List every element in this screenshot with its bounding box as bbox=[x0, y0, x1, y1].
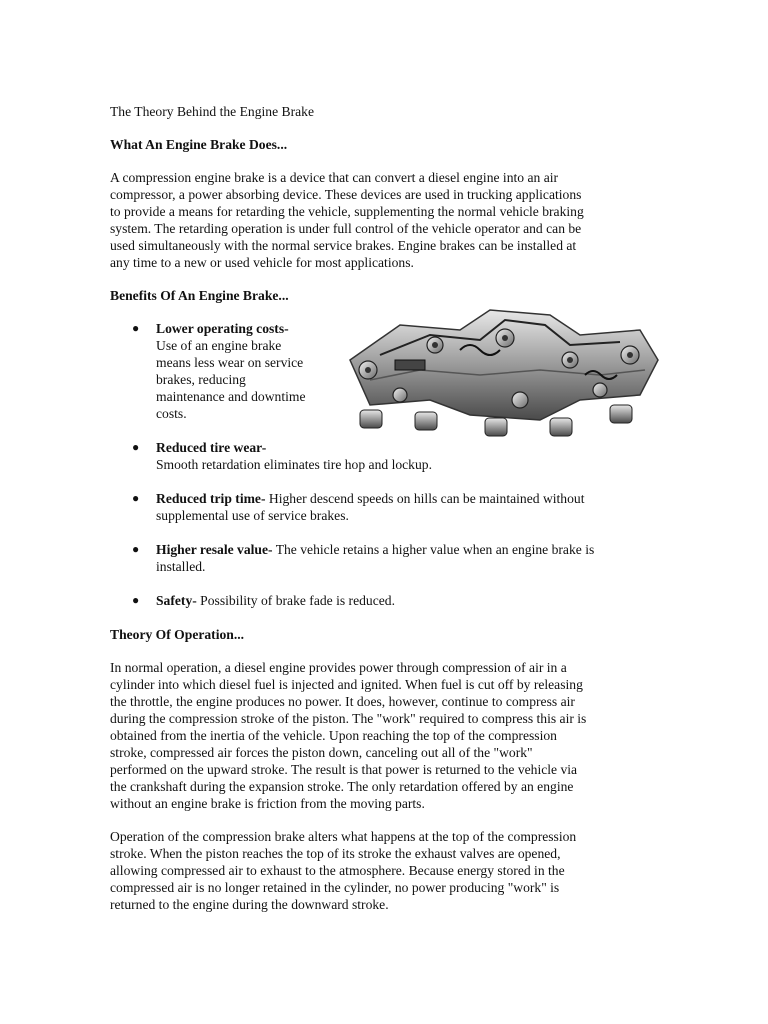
bullet-icon: ● bbox=[132, 593, 140, 607]
list-item bbox=[110, 541, 670, 575]
document-title: The Theory Behind the Engine Brake bbox=[110, 104, 314, 119]
benefit-term: Reduced tire wear- bbox=[156, 440, 267, 455]
paragraph-what: A compression engine brake is a device that can convert a diesel engine into an air compressor, a power absorbing device. These devices are used in trucking applications to provide a means for retarding the vehicle, supplementing the normal vehicle braking system. The retarding operation is under full control of the vehicle operator and can be used simultaneously with the normal service brakes. Engine brakes can be installed at any time to a new or used vehicle for most applications. bbox=[110, 170, 584, 270]
bullet-icon: ● bbox=[132, 440, 140, 454]
section-heading-theory: Theory Of Operation... bbox=[110, 627, 245, 642]
benefit-description: The vehicle retains a higher value when an engine brake is installed. bbox=[156, 542, 595, 574]
benefit-description: Higher descend speeds on hills can be maintained without supplemental use of service brakes. bbox=[156, 491, 585, 523]
bullet-icon: ● bbox=[132, 321, 140, 335]
paragraph-theory-2: Operation of the compression brake alters what happens at the top of the compression stroke. When the piston reaches the top of its stroke the exhaust valves are opened, allowing compressed air to exhaust to the atmosphere. Because energy stored in the compressed air is no longer retained in the cylinder, no power producing "work" is returned to the engine during the downward stroke. bbox=[110, 829, 577, 912]
benefit-description: Smooth retardation eliminates tire hop and lockup. bbox=[156, 457, 432, 472]
paragraph-theory-1: In normal operation, a diesel engine provides power through compression of air in a cylinder into which diesel fuel is injected and ignited. When fuel is cut off by releasing the throttle, the engine produces no power. It does, however, continue to compress air during the compression stroke of the piston. The "work" required to compress this air is obtained from the inertia of the vehicle. Upon reaching the top of the compression stroke, compressed air forces the piston down, canceling out all of the "work" performed on the upward stroke. The result is that power is returned to the vehicle via the crankshaft during the expansion stroke. The only retardation offered by an engine without an engine brake is friction from the moving parts. bbox=[110, 660, 587, 811]
benefit-term: Reduced trip time- bbox=[156, 491, 266, 506]
benefit-term: Higher resale value- bbox=[156, 542, 273, 557]
list-item bbox=[110, 592, 670, 609]
benefit-term: Lower operating costs- bbox=[156, 321, 289, 336]
list-item bbox=[110, 490, 670, 524]
section-heading-benefits: Benefits Of An Engine Brake... bbox=[110, 288, 289, 303]
benefit-description: Use of an engine brake means less wear on service brakes, reducing maintenance and downtime costs. bbox=[156, 338, 306, 421]
section-heading-what: What An Engine Brake Does... bbox=[110, 137, 288, 152]
bullet-icon: ● bbox=[132, 542, 140, 556]
benefit-term: Safety- bbox=[156, 593, 197, 608]
document-page bbox=[110, 103, 670, 929]
benefit-description: Possibility of brake fade is reduced. bbox=[196, 593, 395, 608]
bullet-icon: ● bbox=[132, 491, 140, 505]
engine-brake-photo-icon bbox=[340, 300, 660, 445]
